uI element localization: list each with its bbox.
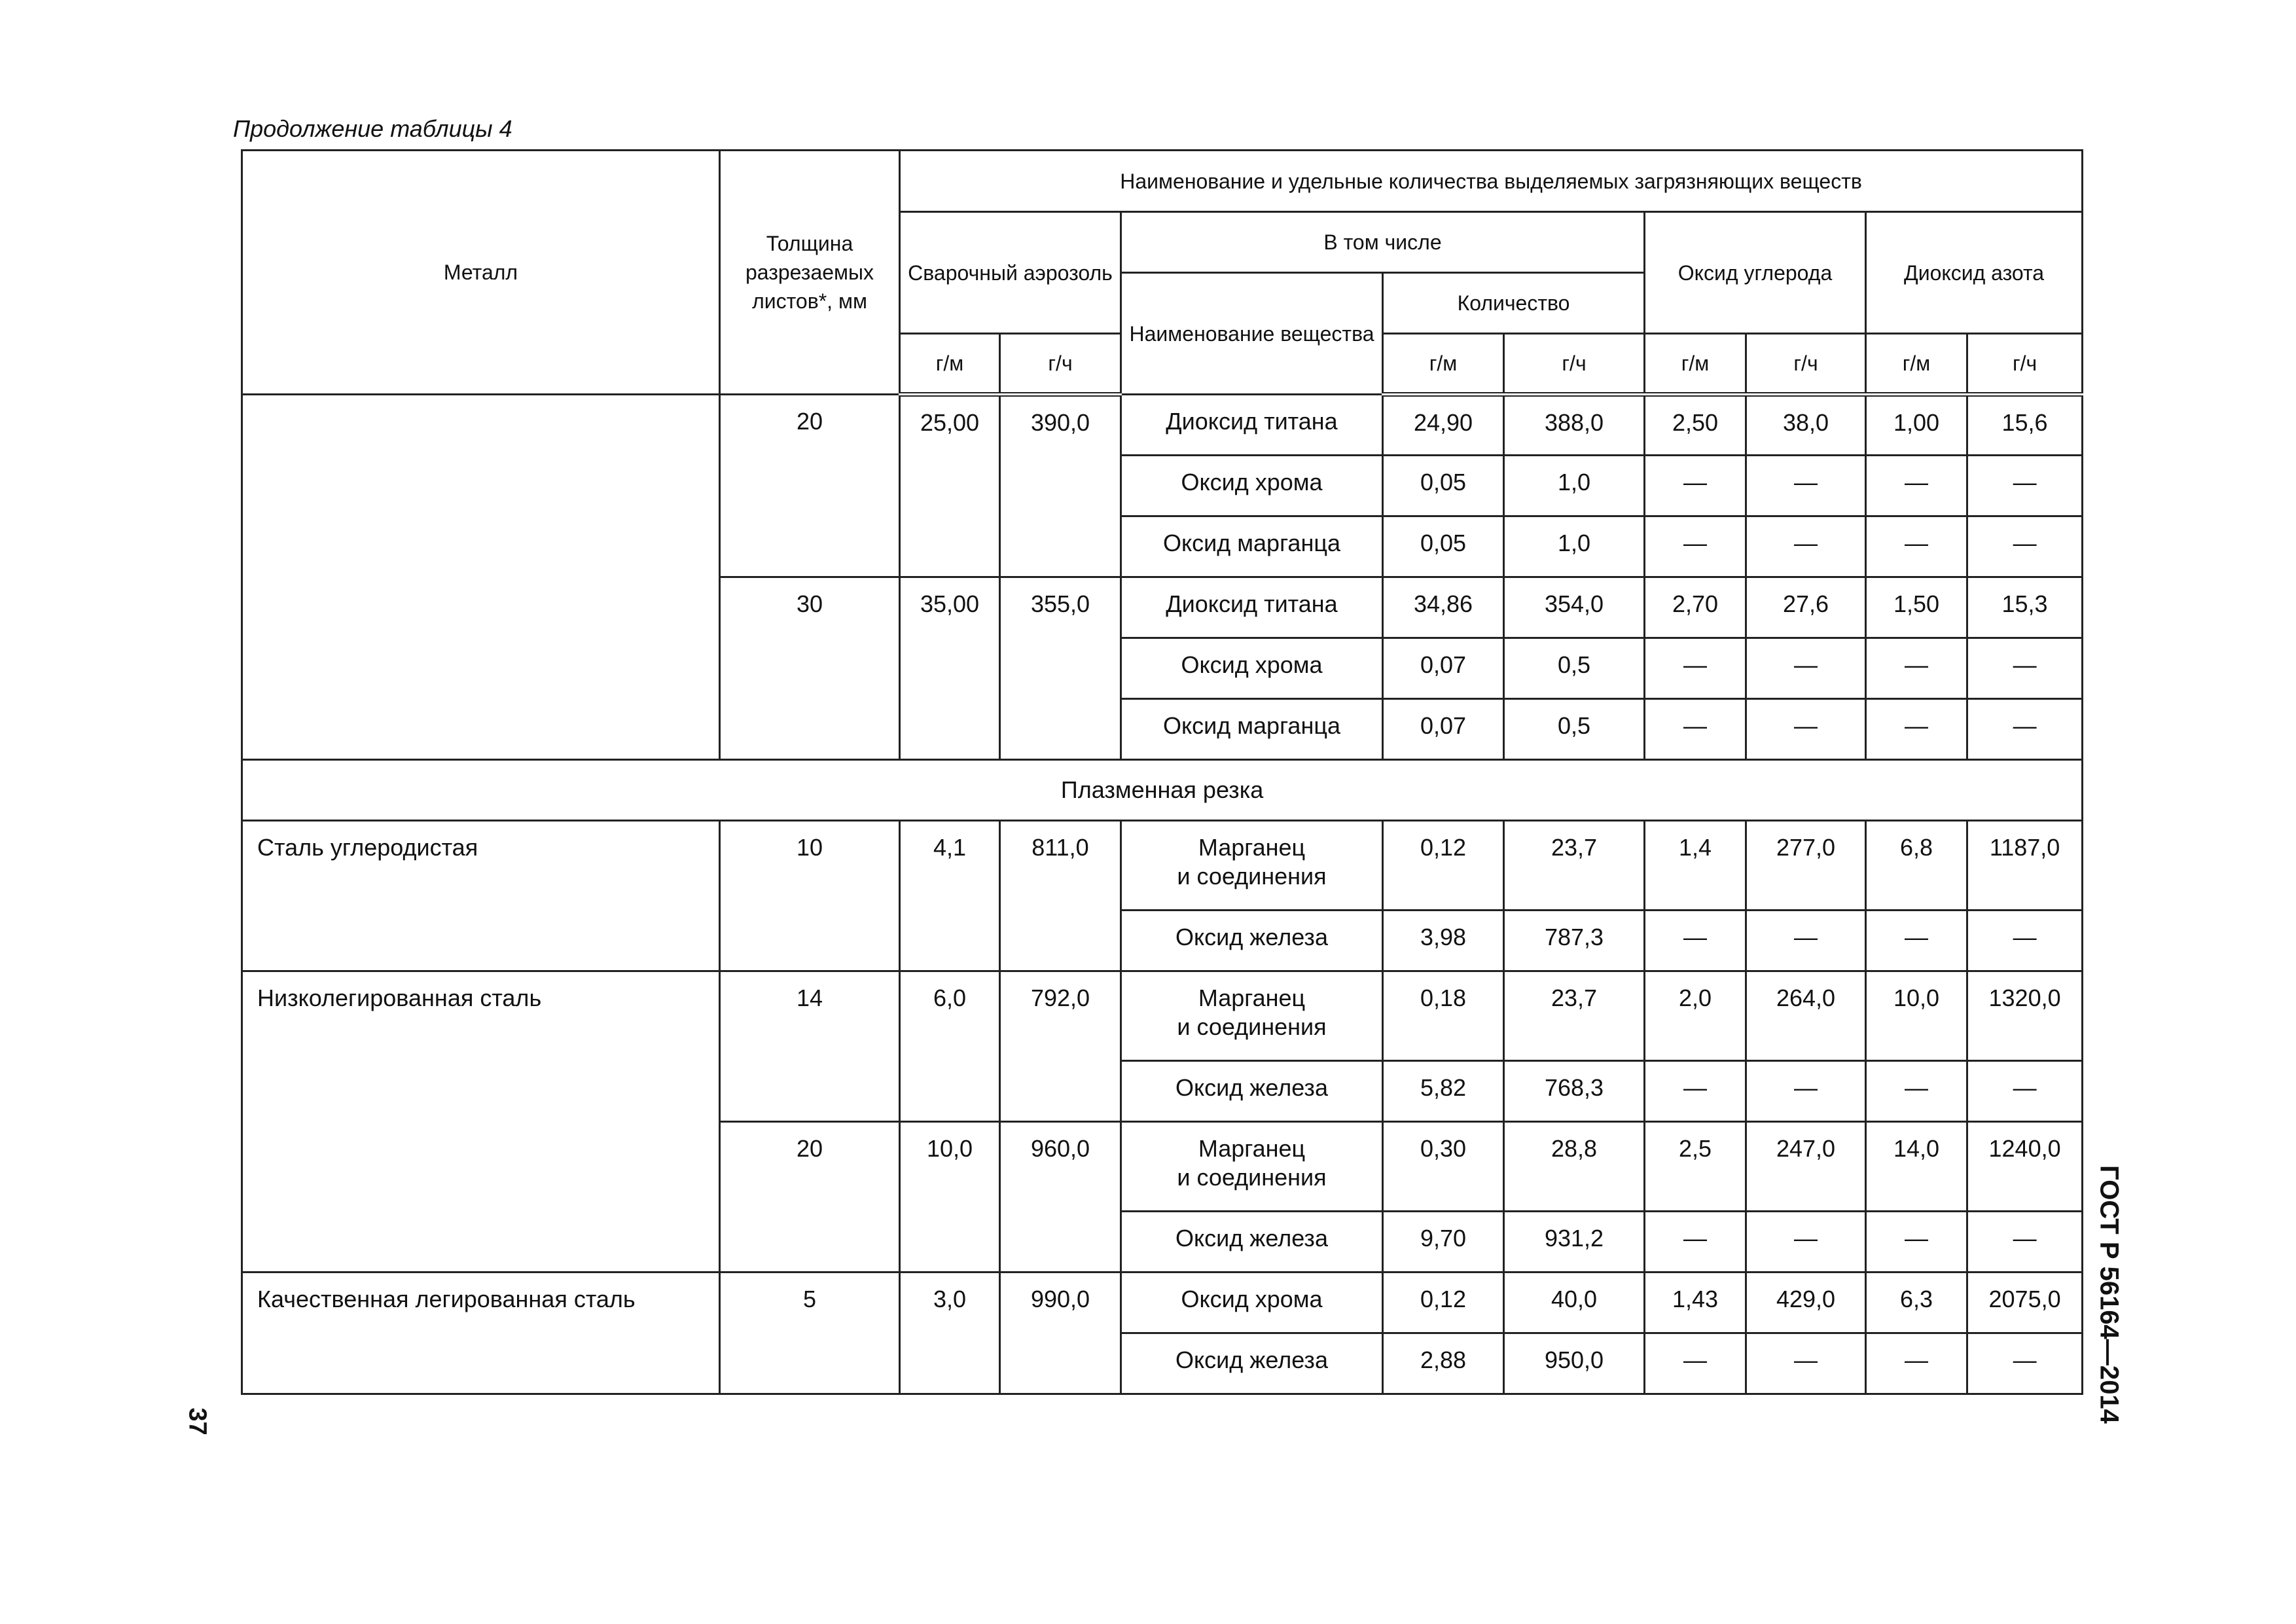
substance-name-cell: Диоксид титана [1121,577,1383,638]
substance-name-cell: Марганец и соединения [1121,1122,1383,1212]
aerosol-gm-cell: 10,0 [900,1122,1000,1272]
thickness-cell: 20 [720,1122,900,1272]
quantity-gm-cell: 3,98 [1383,911,1504,971]
no2-gh-cell: — [1967,1333,2083,1394]
co-gh-cell: — [1746,1333,1866,1394]
header-co-gh: г/ч [1746,334,1866,395]
quantity-gh-cell: 787,3 [1504,911,1645,971]
no2-gh-cell: — [1967,456,2083,516]
quantity-gm-cell: 0,12 [1383,1272,1504,1333]
co-gm-cell: — [1645,456,1746,516]
table-header [242,151,2083,395]
quantity-gh-cell: 1,0 [1504,456,1645,516]
table-caption: Продолжение таблицы 4 [233,115,512,142]
co-gh-cell: 27,6 [1746,577,1866,638]
substance-name-cell: Оксид хрома [1121,1272,1383,1333]
co-gm-cell: — [1645,1333,1746,1394]
header-quantity-gh: г/ч [1504,334,1645,395]
table-row [242,971,2083,1061]
co-gm-cell: 2,70 [1645,577,1746,638]
no2-gh-cell: 1187,0 [1967,821,2083,911]
co-gm-cell: — [1645,911,1746,971]
aerosol-gh-cell: 811,0 [1000,821,1121,971]
co-gh-cell: 264,0 [1746,971,1866,1061]
quantity-gm-cell: 0,07 [1383,699,1504,760]
thickness-cell: 10 [720,821,900,971]
substance-name-cell: Диоксид титана [1121,395,1383,456]
co-gm-cell: 1,4 [1645,821,1746,911]
substance-name-cell: Оксид железа [1121,1212,1383,1272]
header-thickness: Толщина разрезаемых листов*, мм [720,151,900,395]
quantity-gh-cell: 931,2 [1504,1212,1645,1272]
no2-gh-cell: — [1967,1061,2083,1122]
co-gm-cell: 1,43 [1645,1272,1746,1333]
quantity-gh-cell: 950,0 [1504,1333,1645,1394]
co-gh-cell: 247,0 [1746,1122,1866,1212]
no2-gm-cell: — [1866,638,1967,699]
metal-cell [242,395,720,760]
substance-name-cell: Оксид железа [1121,911,1383,971]
co-gm-cell: 2,50 [1645,395,1746,456]
co-gm-cell: — [1645,1061,1746,1122]
co-gm-cell: — [1645,638,1746,699]
no2-gm-cell: — [1866,516,1967,577]
no2-gh-cell: — [1967,911,2083,971]
no2-gh-cell: 15,3 [1967,577,2083,638]
substance-name-cell: Марганец и соединения [1121,821,1383,911]
table-row [242,395,2083,456]
quantity-gh-cell: 23,7 [1504,821,1645,911]
quantity-gm-cell: 34,86 [1383,577,1504,638]
no2-gh-cell: — [1967,638,2083,699]
co-gm-cell: — [1645,516,1746,577]
quantity-gh-cell: 23,7 [1504,971,1645,1061]
quantity-gh-cell: 28,8 [1504,1122,1645,1212]
quantity-gh-cell: 40,0 [1504,1272,1645,1333]
no2-gh-cell: 2075,0 [1967,1272,2083,1333]
table-body [242,395,2083,1394]
no2-gm-cell: — [1866,911,1967,971]
quantity-gm-cell: 24,90 [1383,395,1504,456]
co-gh-cell: — [1746,516,1866,577]
co-gh-cell: 38,0 [1746,395,1866,456]
thickness-cell: 5 [720,1272,900,1394]
quantity-gh-cell: 354,0 [1504,577,1645,638]
co-gm-cell: 2,0 [1645,971,1746,1061]
substance-name-cell: Оксид хрома [1121,456,1383,516]
quantity-gh-cell: 0,5 [1504,638,1645,699]
header-co-gm: г/м [1645,334,1746,395]
quantity-gh-cell: 1,0 [1504,516,1645,577]
thickness-cell: 14 [720,971,900,1122]
header-group: Наименование и удельные количества выделяемых загрязняющих веществ [900,151,2083,212]
header-metal: Металл [242,151,720,395]
page-number: 37 [183,1407,211,1435]
no2-gh-cell: — [1967,516,2083,577]
quantity-gm-cell: 5,82 [1383,1061,1504,1122]
no2-gm-cell: 6,3 [1866,1272,1967,1333]
co-gm-cell: 2,5 [1645,1122,1746,1212]
header-aerosol-gm: г/м [900,334,1000,395]
quantity-gh-cell: 768,3 [1504,1061,1645,1122]
co-gh-cell: 277,0 [1746,821,1866,911]
co-gh-cell: — [1746,1061,1866,1122]
substance-name-cell: Оксид хрома [1121,638,1383,699]
substance-name-cell: Оксид железа [1121,1333,1383,1394]
aerosol-gh-cell: 792,0 [1000,971,1121,1122]
section-row [242,760,2083,821]
header-aerosol-gh: г/ч [1000,334,1121,395]
no2-gm-cell: — [1866,456,1967,516]
standard-designation: ГОСТ Р 56164—2014 [2094,1165,2124,1424]
header-aerosol: Сварочный аэрозоль [900,212,1121,334]
quantity-gh-cell: 388,0 [1504,395,1645,456]
co-gh-cell: — [1746,911,1866,971]
no2-gm-cell: — [1866,1212,1967,1272]
no2-gh-cell: 1240,0 [1967,1122,2083,1212]
aerosol-gh-cell: 390,0 [1000,395,1121,577]
quantity-gm-cell: 0,30 [1383,1122,1504,1212]
aerosol-gh-cell: 960,0 [1000,1122,1121,1272]
no2-gh-cell: 1320,0 [1967,971,2083,1061]
metal-cell: Качественная легированная сталь [242,1272,720,1394]
no2-gm-cell: — [1866,699,1967,760]
co-gm-cell: — [1645,1212,1746,1272]
substance-name-cell: Оксид марганца [1121,516,1383,577]
aerosol-gm-cell: 25,00 [900,395,1000,577]
no2-gm-cell: 1,00 [1866,395,1967,456]
header-quantity-gm: г/м [1383,334,1504,395]
co-gh-cell: — [1746,699,1866,760]
quantity-gm-cell: 0,12 [1383,821,1504,911]
aerosol-gh-cell: 355,0 [1000,577,1121,760]
quantity-gh-cell: 0,5 [1504,699,1645,760]
no2-gm-cell: 6,8 [1866,821,1967,911]
substance-name-cell: Оксид железа [1121,1061,1383,1122]
section-title: Плазменная резка [242,760,2083,821]
header-including: В том числе [1121,212,1645,273]
aerosol-gm-cell: 3,0 [900,1272,1000,1394]
aerosol-gm-cell: 6,0 [900,971,1000,1122]
quantity-gm-cell: 2,88 [1383,1333,1504,1394]
thickness-cell: 30 [720,577,900,760]
quantity-gm-cell: 9,70 [1383,1212,1504,1272]
quantity-gm-cell: 0,07 [1383,638,1504,699]
metal-cell: Низколегированная сталь [242,971,720,1272]
header-no2: Диоксид азота [1866,212,2083,334]
header-no2-gh: г/ч [1967,334,2083,395]
co-gh-cell: — [1746,638,1866,699]
header-substance-name: Наименование вещества [1121,273,1383,395]
co-gh-cell: 429,0 [1746,1272,1866,1333]
no2-gh-cell: 15,6 [1967,395,2083,456]
no2-gm-cell: 14,0 [1866,1122,1967,1212]
aerosol-gm-cell: 4,1 [900,821,1000,971]
no2-gh-cell: — [1967,1212,2083,1272]
aerosol-gm-cell: 35,00 [900,577,1000,760]
aerosol-gh-cell: 990,0 [1000,1272,1121,1394]
substance-name-cell: Оксид марганца [1121,699,1383,760]
header-quantity: Количество [1383,273,1645,334]
header-no2-gm: г/м [1866,334,1967,395]
co-gh-cell: — [1746,456,1866,516]
no2-gm-cell: — [1866,1333,1967,1394]
quantity-gm-cell: 0,18 [1383,971,1504,1061]
thickness-cell: 20 [720,395,900,577]
table-row [242,1272,2083,1333]
header-co: Оксид углерода [1645,212,1866,334]
substance-name-cell: Марганец и соединения [1121,971,1383,1061]
co-gm-cell: — [1645,699,1746,760]
quantity-gm-cell: 0,05 [1383,516,1504,577]
no2-gm-cell: 1,50 [1866,577,1967,638]
co-gh-cell: — [1746,1212,1866,1272]
emissions-table [241,149,2083,1395]
quantity-gm-cell: 0,05 [1383,456,1504,516]
table-row [242,821,2083,911]
no2-gm-cell: — [1866,1061,1967,1122]
no2-gh-cell: — [1967,699,2083,760]
no2-gm-cell: 10,0 [1866,971,1967,1061]
metal-cell: Сталь углеродистая [242,821,720,971]
